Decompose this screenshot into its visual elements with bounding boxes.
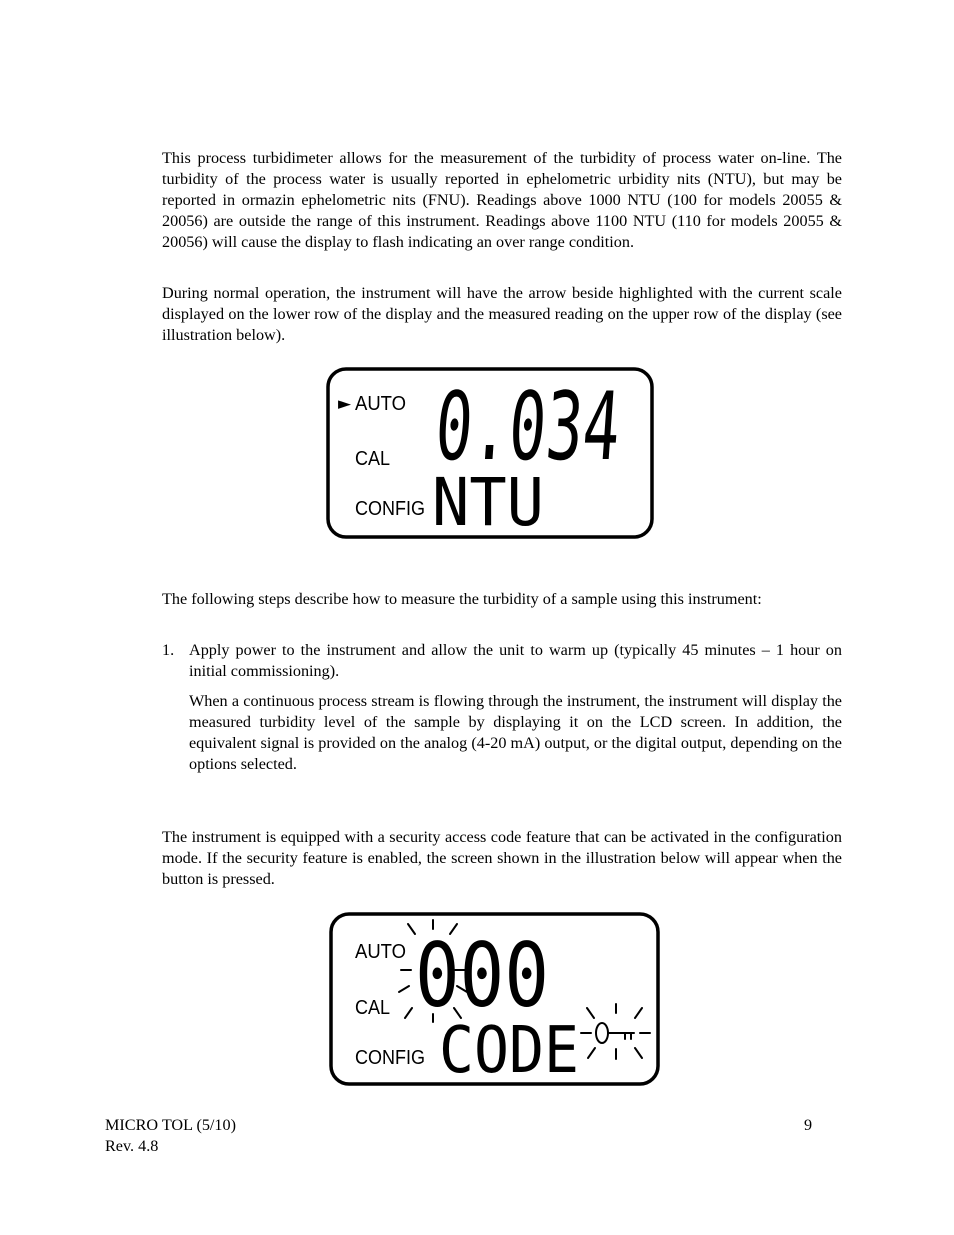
unit-label: NTU: [432, 464, 544, 541]
code-digits: 000: [415, 924, 549, 1027]
menu-auto: AUTO: [355, 941, 406, 963]
lcd-display-code: [329, 912, 660, 1086]
code-label: CODE: [439, 1014, 579, 1088]
menu-cal: CAL: [355, 997, 390, 1019]
footer-revision: Rev. 4.8: [105, 1137, 159, 1155]
footer-page-number: 9: [804, 1116, 813, 1134]
step-detail: When a continuous process stream is flowing through the instrument, the instrument will display the measured turbidity level of the sample by displaying it on the LCD screen. In addition, the equivalent signal is provided on the analog (4-20 mA) output, or the digital output, depending on the options selected.: [189, 692, 842, 773]
reading-value: 0.034: [431, 373, 723, 482]
intro-paragraph-2: During normal operation, the instrument will have the arrow beside highlighted with the current scale displayed on the lower row of the display and the measured reading on the upper row of the display (see illustration below).: [162, 284, 842, 344]
step-number: 1.: [162, 641, 175, 659]
security-paragraph: The instrument is equipped with a security access code feature that can be activated in the configuration mode. If the security feature is enabled, the screen shown in the illustration below will appear when the button is pressed.: [162, 828, 842, 888]
menu-config: CONFIG: [355, 1047, 425, 1069]
menu-auto: AUTO: [355, 393, 406, 415]
intro-paragraph-1: This process turbidimeter allows for the measurement of the turbidity of process water on-line. The turbidity of the process water is usually reported in ephelometric urbidity nits (NTU), but may be reported in ormazin ephelometric nits (FNU). Readings above 1000 NTU (100 for models 20055 & 20056) are outside the range of this instrument. Readings above 1100 NTU (110 for models 20055 & 20056) will cause the display to flash indicating an over range condition.: [162, 149, 842, 251]
step-text: Apply power to the instrument and allow the unit to warm up (typically 45 minutes – 1 hour on initial commissioning).: [189, 641, 842, 680]
footer-doc-title: MICRO TOL (5/10): [105, 1116, 237, 1134]
menu-config: CONFIG: [355, 498, 425, 520]
lcd-display-normal: [326, 367, 723, 541]
menu-cal: CAL: [355, 448, 390, 470]
steps-intro: The following steps describe how to measure the turbidity of a sample using this instrument:: [162, 590, 762, 608]
arrow-indicator: ►: [338, 394, 352, 414]
